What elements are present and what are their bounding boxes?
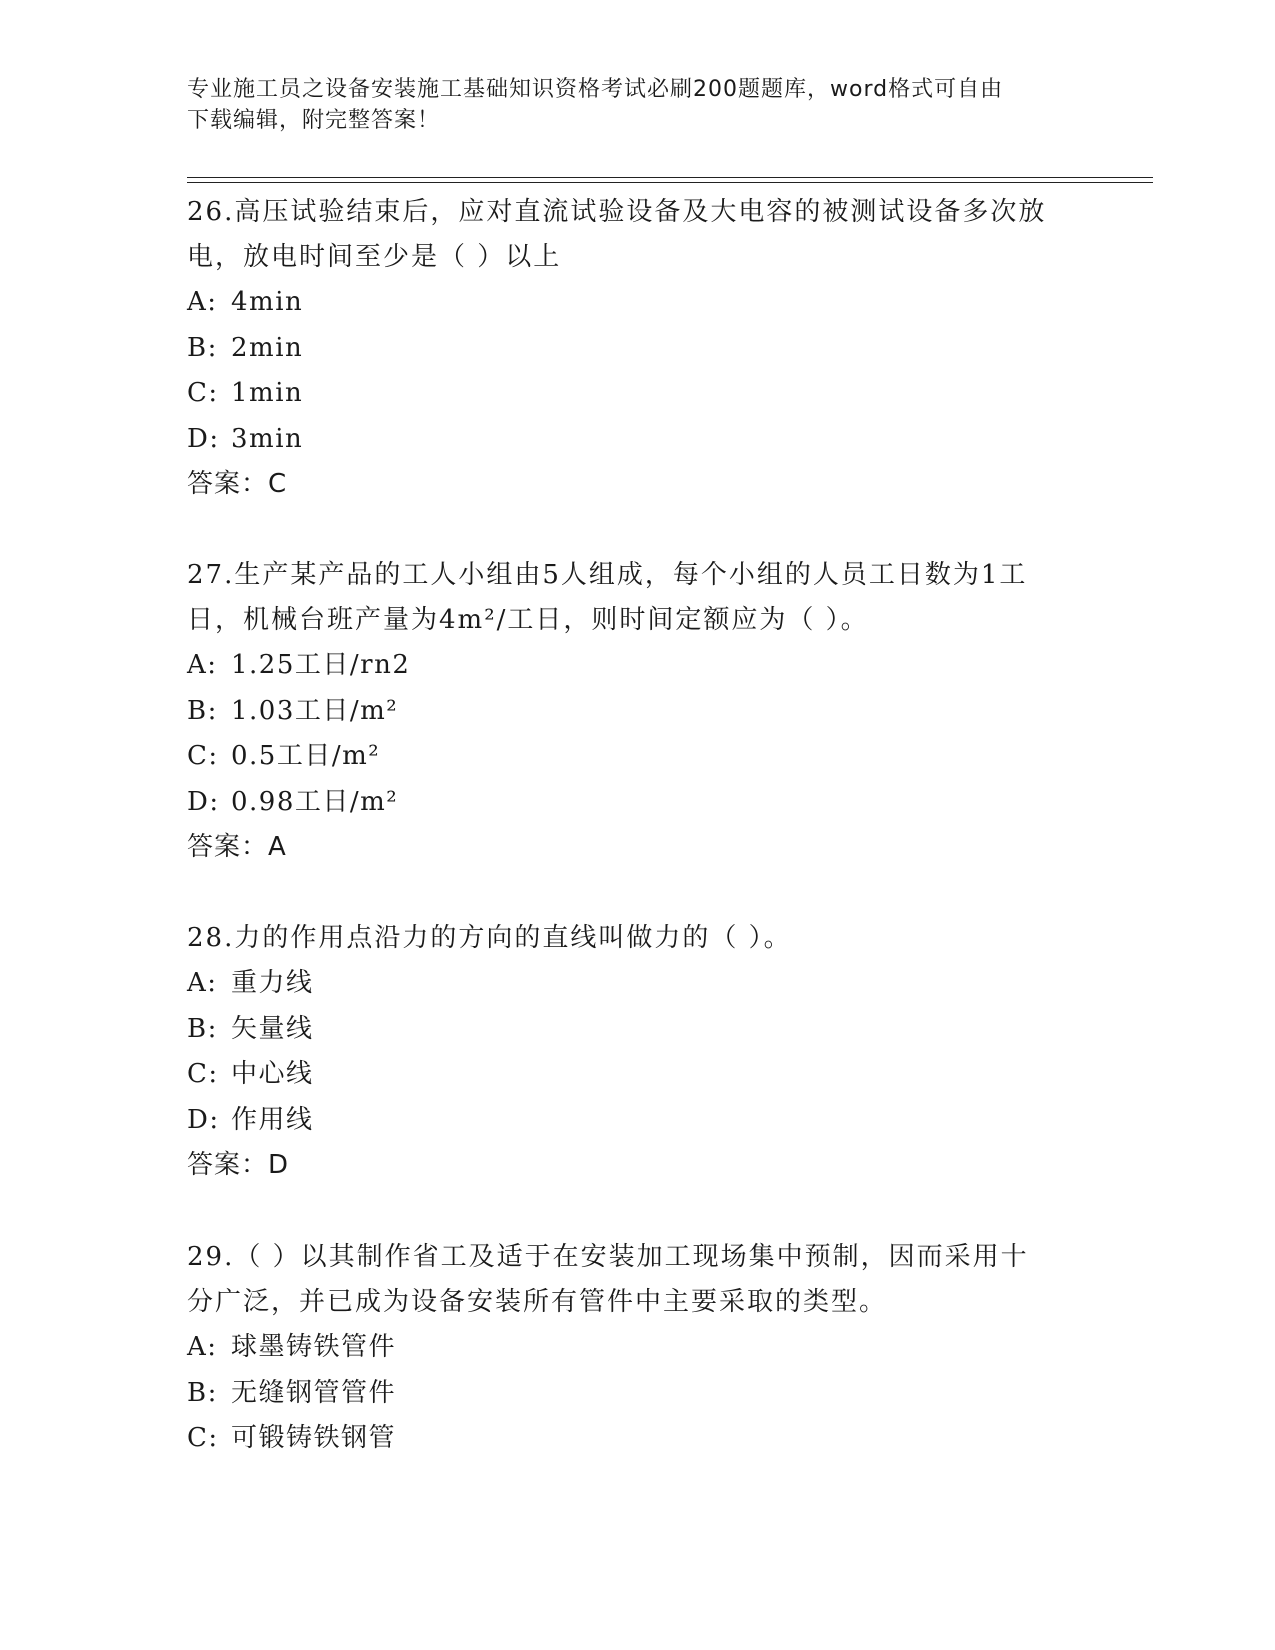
option-text: 球墨铸铁管件	[231, 1332, 397, 1362]
option-text: 中心线	[231, 1059, 314, 1089]
option-d	[187, 1098, 1087, 1144]
stem-line: 电，放电时间至少是（ ）以上	[187, 242, 562, 272]
question-27	[187, 553, 1087, 870]
answer-text: 答案：A	[187, 832, 287, 862]
option-key: A:	[187, 1332, 218, 1362]
stem-line: 28.力的作用点沿力的方向的直线叫做力的（ ）。	[187, 923, 792, 953]
option-text: 1.03工日/m²	[231, 695, 399, 726]
option-key: A:	[187, 287, 218, 317]
option-c	[187, 734, 1087, 780]
question-stem	[187, 916, 1087, 961]
question-stem	[187, 553, 1087, 643]
option-key: B:	[187, 695, 218, 726]
option-d	[187, 780, 1087, 826]
option-b	[187, 689, 1087, 735]
option-key: B:	[187, 1377, 218, 1408]
stem-line: 26.高压试验结束后，应对直流试验设备及大电容的被测试设备多次放	[187, 197, 1047, 227]
option-text: 2min	[231, 332, 304, 363]
option-a	[187, 961, 1087, 1007]
document-header	[187, 74, 1087, 136]
question-stem	[187, 1235, 1087, 1325]
option-b	[187, 1371, 1087, 1417]
option-text: 1min	[231, 378, 304, 408]
option-text: 0.98工日/m²	[231, 786, 399, 817]
option-key: A:	[187, 650, 218, 680]
option-b	[187, 1007, 1087, 1053]
option-d	[187, 417, 1087, 463]
stem-line: 27.生产某产品的工人小组由5人组成，每个小组的人员工日数为1工	[187, 560, 1028, 590]
option-c	[187, 1416, 1087, 1462]
option-text: 0.5工日/m²	[231, 741, 381, 771]
header-divider-top	[187, 177, 1153, 178]
option-text: 矢量线	[231, 1013, 314, 1044]
stem-line: 日，机械台班产量为4m²/工日，则时间定额应为（ ）。	[187, 605, 869, 635]
option-key: C:	[187, 741, 219, 771]
option-c	[187, 1052, 1087, 1098]
option-key: D:	[187, 786, 220, 817]
option-text: 可锻铸铁钢管	[231, 1423, 397, 1453]
question-26	[187, 190, 1087, 507]
option-key: A:	[187, 968, 218, 998]
option-key: D:	[187, 423, 220, 454]
option-key: D:	[187, 1104, 220, 1135]
answer-text: 答案：D	[187, 1150, 290, 1180]
option-key: C:	[187, 1059, 219, 1089]
header-line-1: 专业施工员之设备安装施工基础知识资格考试必刷200题题库，word格式可自由	[187, 77, 1004, 102]
option-a	[187, 643, 1087, 689]
option-key: B:	[187, 332, 218, 363]
option-key: C:	[187, 378, 219, 408]
option-a	[187, 280, 1087, 326]
option-text: 重力线	[231, 968, 314, 998]
option-key: C:	[187, 1423, 219, 1453]
option-a	[187, 1325, 1087, 1371]
header-line-2: 下载编辑，附完整答案！	[187, 108, 441, 133]
option-c	[187, 371, 1087, 417]
option-text: 作用线	[231, 1104, 314, 1135]
option-text: 无缝钢管管件	[231, 1377, 397, 1408]
option-text: 4min	[231, 287, 304, 317]
option-text: 1.25工日/rn2	[231, 650, 411, 680]
question-29	[187, 1235, 1087, 1462]
question-stem	[187, 190, 1087, 280]
option-key: B:	[187, 1013, 218, 1044]
header-divider-bottom	[187, 182, 1153, 183]
stem-line: 29.（ ）以其制作省工及适于在安装加工现场集中预制，因而采用十	[187, 1242, 1029, 1272]
stem-line: 分广泛，并已成为设备安装所有管件中主要采取的类型。	[187, 1287, 888, 1317]
question-28	[187, 916, 1087, 1188]
option-b	[187, 326, 1087, 372]
option-text: 3min	[231, 423, 304, 454]
answer-text: 答案：C	[187, 469, 288, 499]
